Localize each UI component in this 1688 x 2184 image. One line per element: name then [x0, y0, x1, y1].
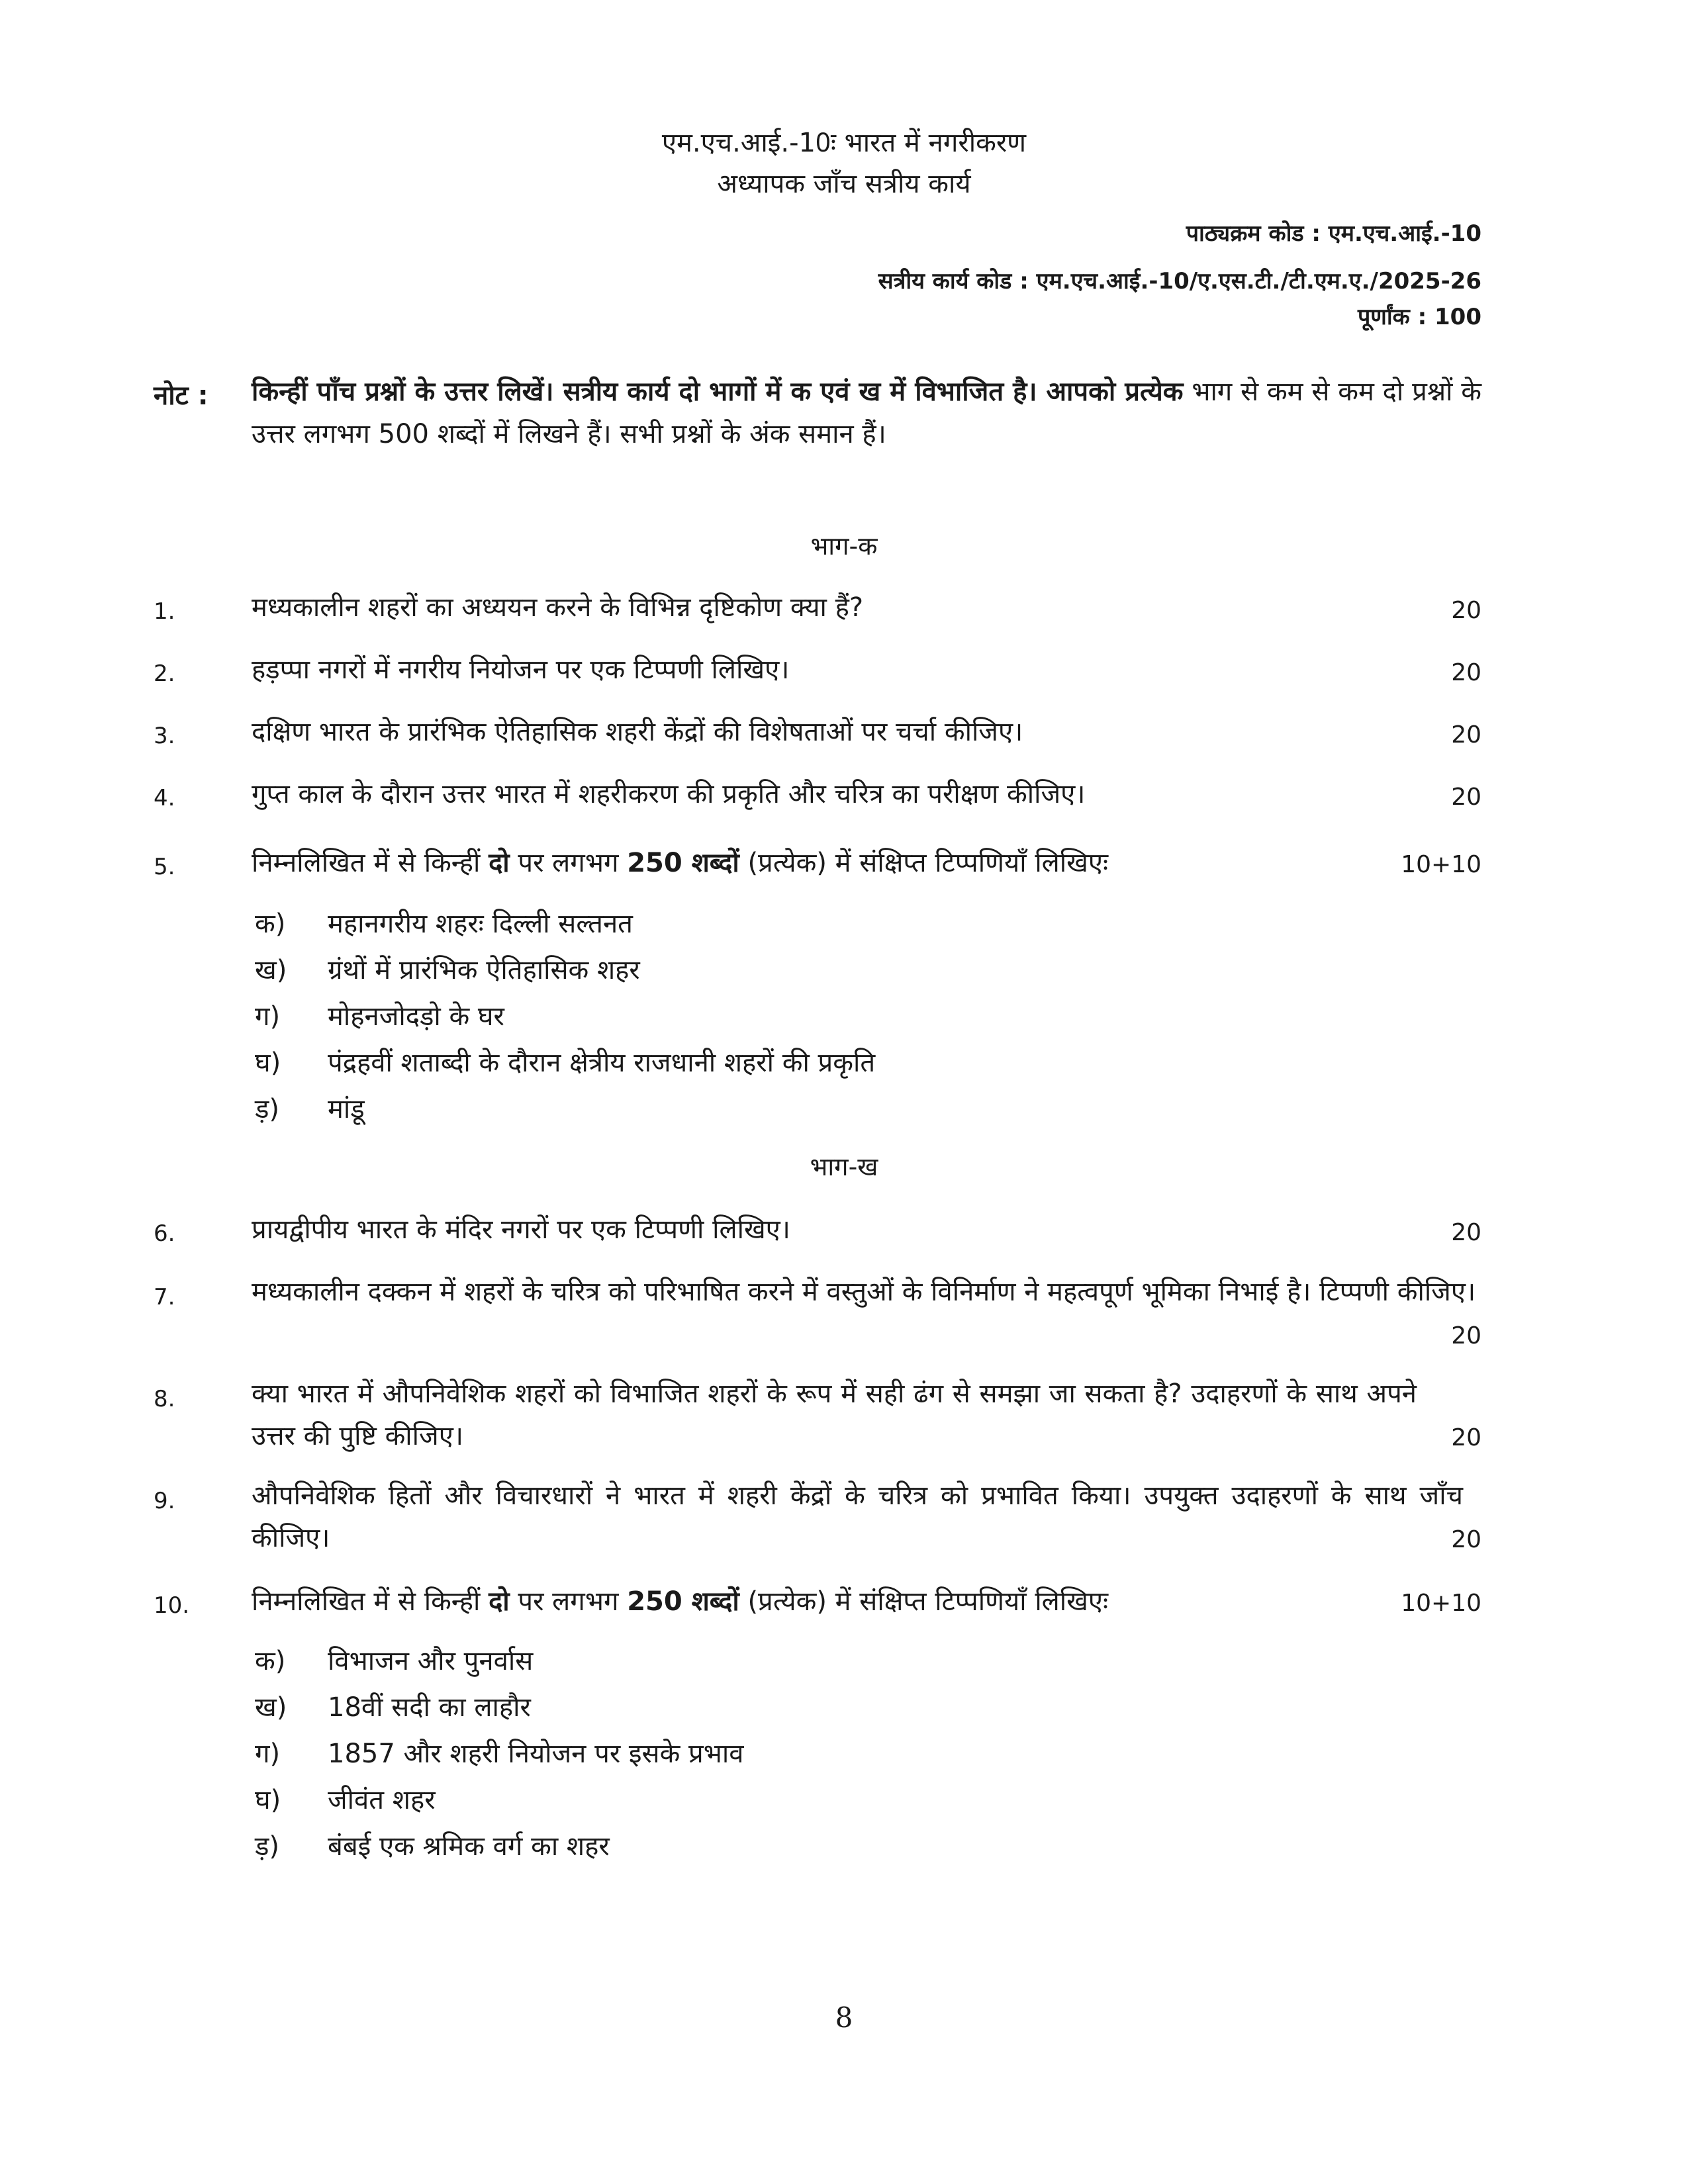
question-text-part: पर लगभग [509, 1586, 628, 1617]
question-number: 8. [154, 1386, 175, 1412]
question-marks: 20 [1451, 659, 1481, 686]
sub-item-letter: ख) [255, 1692, 287, 1723]
question-text-bold: 250 शब्दों [627, 848, 739, 878]
note-label: नोट : [154, 381, 209, 411]
sub-item-text: विभाजन और पुनर्वास [328, 1646, 534, 1676]
question-number: 7. [154, 1284, 175, 1310]
sub-item-letter: ख) [255, 955, 287, 985]
sub-item-text: बंबई एक श्रमिक वर्ग का शहर [328, 1831, 610, 1862]
question-text-part: निम्नलिखित में से किन्हीं [252, 848, 489, 878]
sub-item-letter: घ) [255, 1785, 281, 1815]
question-marks: 20 [1451, 721, 1481, 749]
question-marks: 20 [1451, 1526, 1481, 1553]
sub-item-text: ग्रंथों में प्रारंभिक ऐतिहासिक शहर [328, 955, 640, 985]
question-marks: 20 [1451, 1322, 1481, 1349]
sub-item-letter: ड़) [255, 1831, 280, 1862]
question-text-part: (प्रत्येक) में संक्षिप्त टिप्पणियाँ लिखिएः [739, 1586, 1109, 1617]
question-text: मध्यकालीन शहरों का अध्ययन करने के विभिन्न दृष्टिकोण क्या हैं? [252, 592, 864, 623]
sub-item-text: जीवंत शहर [328, 1785, 436, 1815]
question-text: दक्षिण भारत के प्रारंभिक ऐतिहासिक शहरी केंद्रों की विशेषताओं पर चर्चा कीजिए। [252, 717, 1023, 747]
sub-item-letter: क) [255, 909, 286, 939]
question-text [252, 1580, 1417, 1623]
section-a-title: भाग-क [810, 531, 878, 561]
note-rest-text: भाग से कम से कम दो प्रश्नों के उत्तर लगभग 500 शब्दों में लिखने हैं। सभी प्रश्नों के अंक समान हैं। [252, 377, 1481, 449]
question-text-part: पर लगभग [509, 848, 628, 878]
question-text: औपनिवेशिक हितों और विचारधारों ने भारत में शहरी केंद्रों के चरित्र को प्रभावित किया। उपयुक्त उदाहरणों के साथ जाँच कीजिए। [252, 1480, 1463, 1553]
question-number: 2. [154, 660, 175, 687]
question-number: 10. [154, 1592, 190, 1619]
question-text: हड़प्पा नगरों में नगरीय नियोजन पर एक टिप्पणी लिखिए। [252, 655, 790, 685]
question-text-part: निम्नलिखित में से किन्हीं [252, 1586, 489, 1617]
sub-item-text: पंद्रहवीं शताब्दी के दौरान क्षेत्रीय राजधानी शहरों की प्रकृति [328, 1048, 876, 1078]
question-marks: 10+10 [1401, 1590, 1481, 1617]
page-number: 8 [835, 2001, 853, 2034]
question-number: 1. [154, 598, 175, 625]
question-text-bold: दो [489, 848, 510, 878]
question-number: 6. [154, 1220, 175, 1247]
document-title: एम.एच.आई.-10ः भारत में नगरीकरण [661, 128, 1027, 158]
question-marks: 20 [1451, 597, 1481, 624]
document-subtitle: अध्यापक जाँच सत्रीय कार्य [717, 169, 971, 199]
question-number: 9. [154, 1488, 175, 1514]
sub-item-letter: ग) [255, 1001, 281, 1032]
question-text-bold: दो [489, 1586, 510, 1617]
sub-item-text: मोहनजोदड़ो के घर [328, 1001, 504, 1032]
question-number: 3. [154, 723, 175, 749]
sub-item-text: 1857 और शहरी नियोजन पर इसके प्रभाव [328, 1739, 744, 1769]
note-text [252, 371, 1481, 455]
course-code: पाठ्यक्रम कोड : एम.एच.आई.-10 [1186, 220, 1481, 247]
question-number: 4. [154, 785, 175, 811]
assignment-code: सत्रीय कार्य कोड : एम.एच.आई.-10/ए.एस.टी./टी.एम.ए./2025-26 [878, 268, 1481, 295]
note-bold-text: किन्हीं पाँच प्रश्नों के उत्तर लिखें। सत्रीय कार्य दो भागों में क एवं ख में विभाजित है। आपको प्रत्येक [252, 377, 1184, 407]
max-marks: पूर्णांक : 100 [1357, 304, 1481, 330]
question-text: क्या भारत में औपनिवेशिक शहरों को विभाजित शहरों के रूप में सही ढंग से समझा जा सकता है? उदाहरणों के साथ अपने उत्तर की पुष्टि कीजिए। [252, 1379, 1417, 1451]
question-text: गुप्त काल के दौरान उत्तर भारत में शहरीकरण की प्रकृति और चरित्र का परीक्षण कीजिए। [252, 779, 1086, 809]
section-b-title: भाग-ख [810, 1152, 878, 1181]
sub-item-text: 18वीं सदी का लाहौर [328, 1692, 531, 1723]
question-text: मध्यकालीन दक्कन में शहरों के चरित्र को परिभाषित करने में वस्तुओं के विनिर्माण ने महत्वपूर्ण भूमिका निभाई है। टिप्पणी कीजिए। [252, 1277, 1476, 1307]
question-marks: 20 [1451, 1219, 1481, 1246]
sub-item-letter: क) [255, 1646, 286, 1676]
question-text [252, 842, 1417, 884]
question-text-part: (प्रत्येक) में संक्षिप्त टिप्पणियाँ लिखिएः [739, 848, 1109, 878]
question-marks: 10+10 [1401, 851, 1481, 878]
question-number: 5. [154, 854, 175, 880]
question-marks: 20 [1451, 784, 1481, 811]
question-text: प्रायद्वीपीय भारत के मंदिर नगरों पर एक टिप्पणी लिखिए। [252, 1214, 790, 1245]
sub-item-text: मांडू [328, 1094, 365, 1124]
sub-item-letter: ड़) [255, 1094, 280, 1124]
sub-item-letter: घ) [255, 1048, 281, 1078]
question-text-bold: 250 शब्दों [627, 1586, 739, 1617]
question-marks: 20 [1451, 1424, 1481, 1451]
sub-item-text: महानगरीय शहरः दिल्ली सल्तनत [328, 909, 633, 939]
sub-item-letter: ग) [255, 1739, 281, 1769]
